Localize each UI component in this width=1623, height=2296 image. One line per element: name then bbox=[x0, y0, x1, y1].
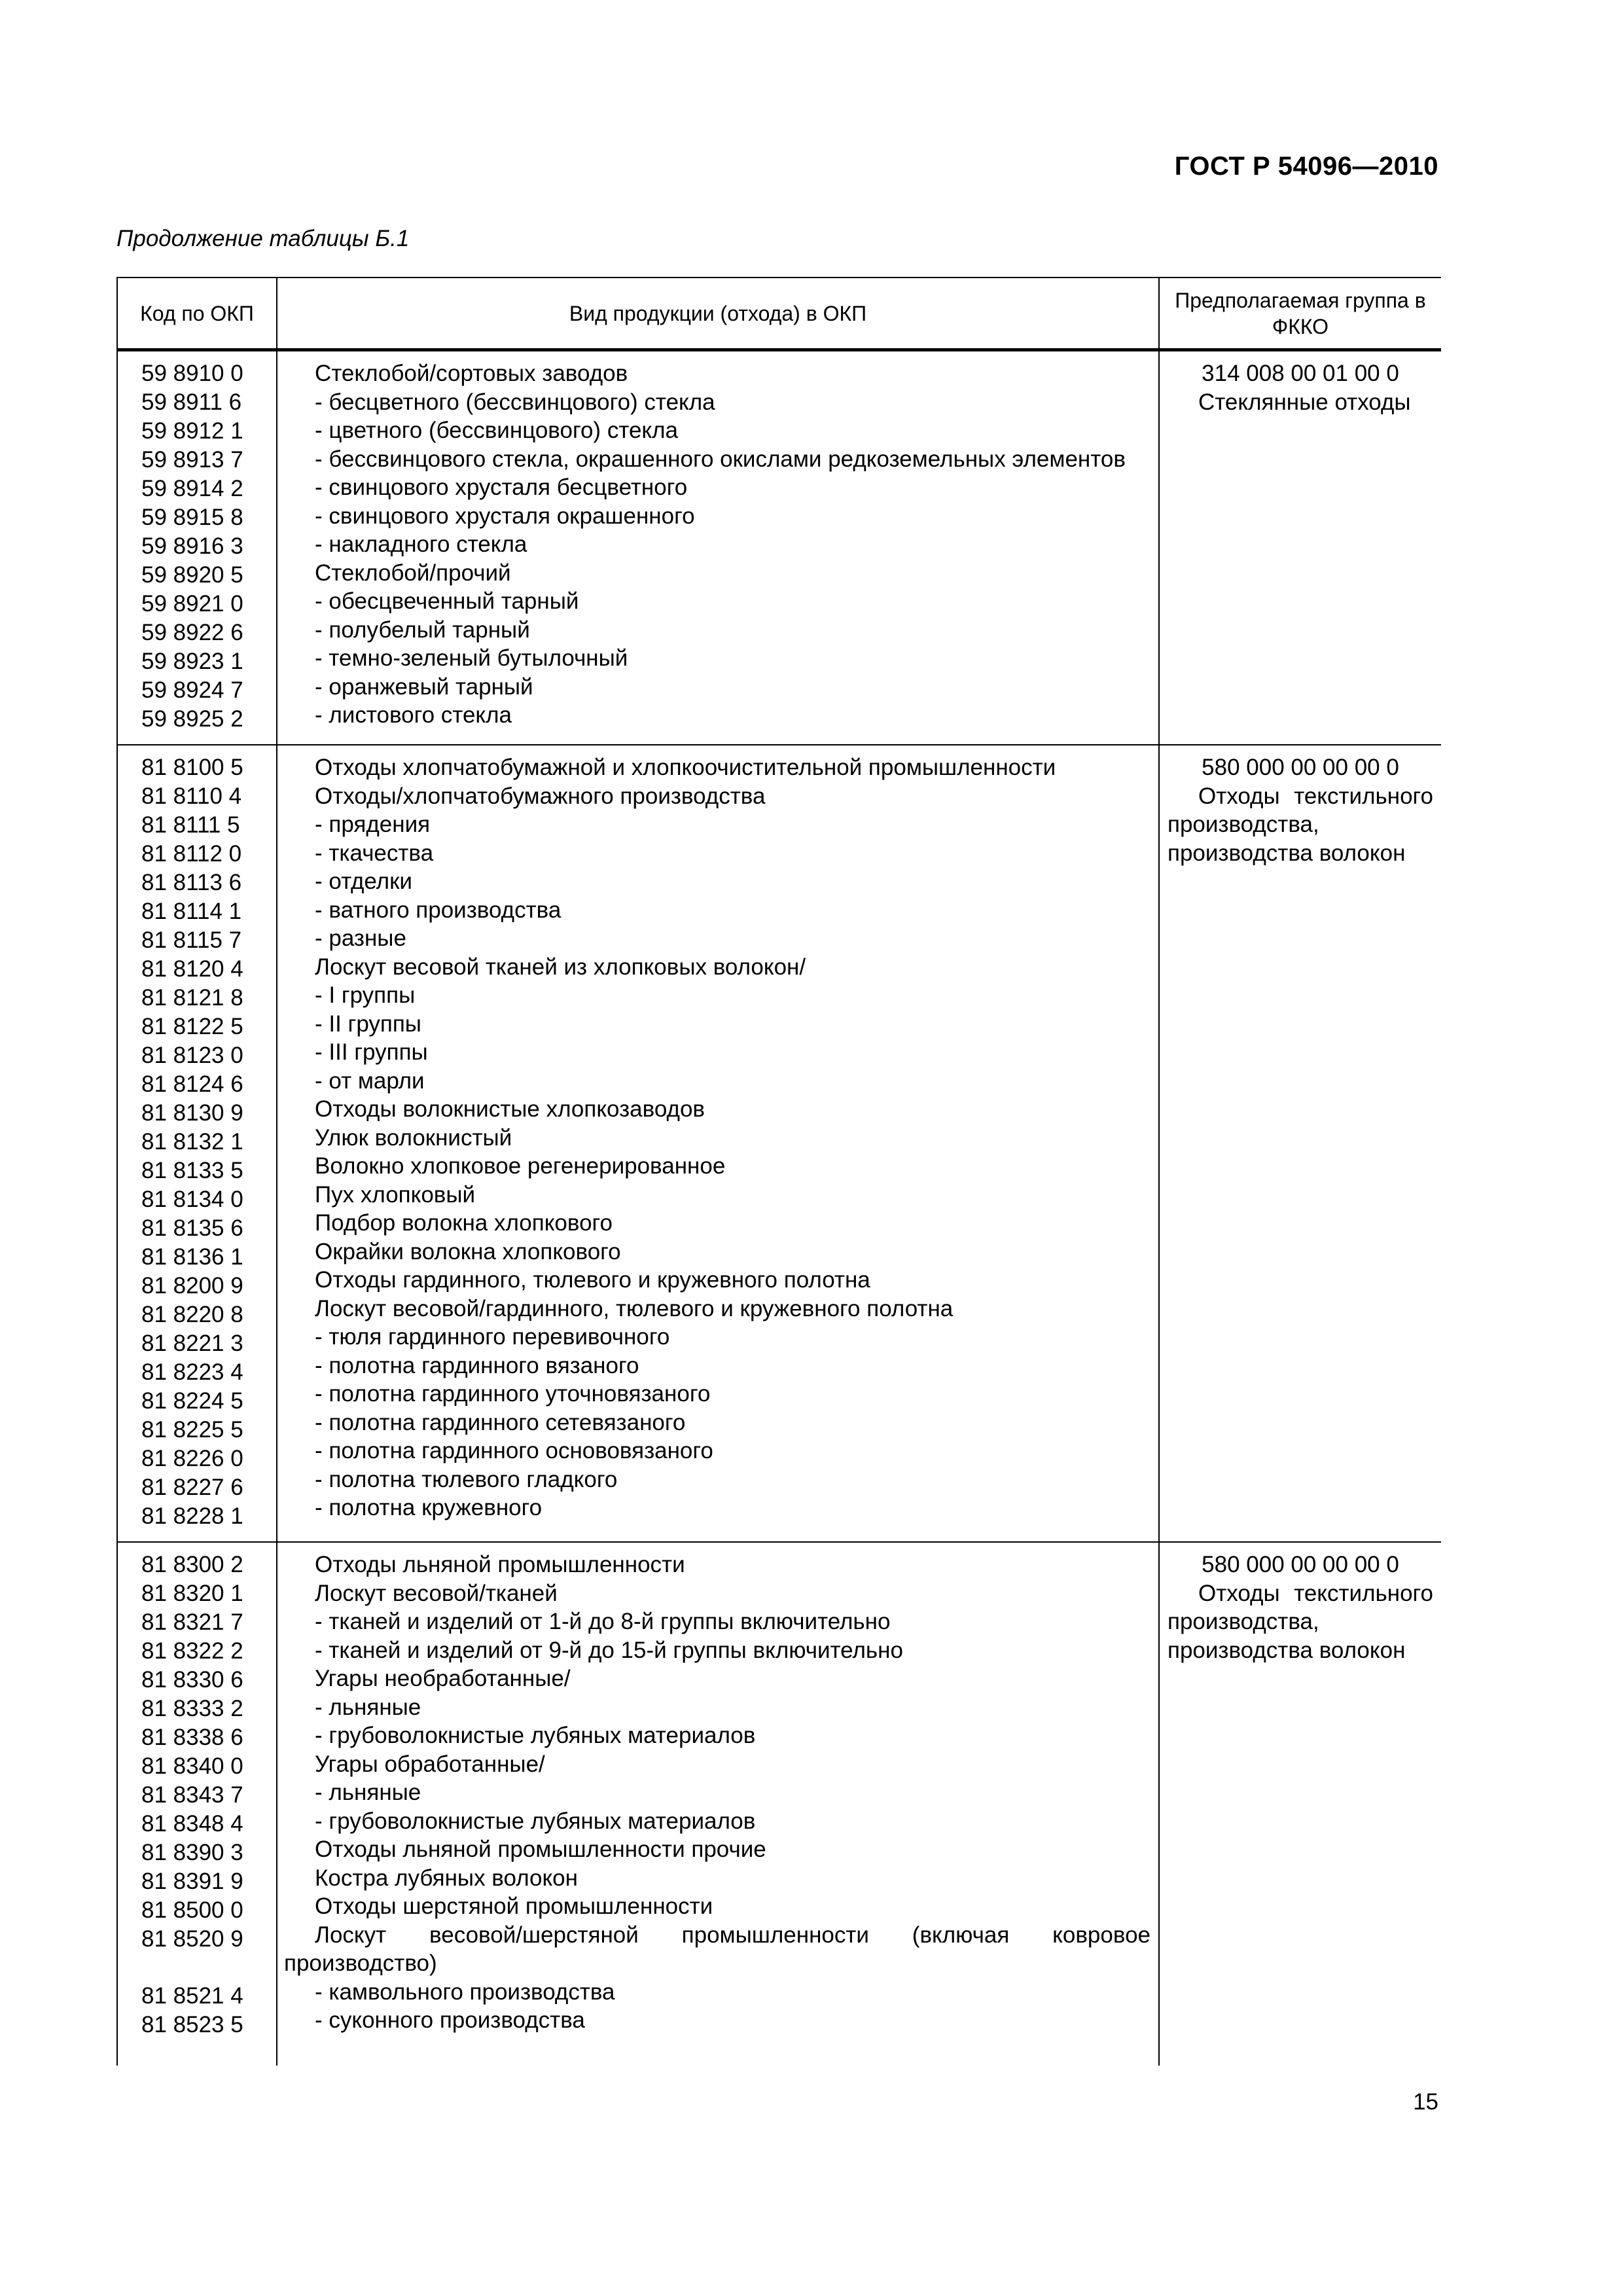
okp-code: 81 8112 0 bbox=[141, 841, 242, 867]
okp-code: 81 8348 4 bbox=[141, 1811, 243, 1837]
product-name: - II группы bbox=[315, 1011, 421, 1037]
product-name: - накладного стекла bbox=[315, 531, 527, 557]
product-name: Отходы льняной промышленности bbox=[315, 1552, 685, 1577]
okp-code: 81 8100 5 bbox=[141, 755, 243, 780]
product-name: Лоскут весовой/шерстяной промышленности (включая ковровое производство) bbox=[284, 1922, 1150, 1976]
table-frame bbox=[116, 277, 1441, 2072]
okp-code: 81 8321 7 bbox=[141, 1609, 243, 1635]
product-name: Окрайки волокна хлопкового bbox=[315, 1238, 621, 1265]
fkko-group-cell bbox=[1159, 745, 1441, 1542]
product-name: - обесцвеченный тарный bbox=[315, 588, 579, 614]
table-header-row bbox=[117, 278, 1441, 350]
product-name: - бессвинцового стекла, окрашенного окислами редкоземельных элементов bbox=[315, 446, 1126, 472]
okp-code: 81 8120 4 bbox=[141, 956, 243, 982]
product-name: Волокно хлопковое регенерированное bbox=[315, 1153, 726, 1179]
okp-code: 59 8923 1 bbox=[141, 649, 243, 674]
product-name: Пух хлопковый bbox=[315, 1181, 476, 1208]
okp-code: 81 8320 1 bbox=[141, 1581, 243, 1606]
product-name: - полотна гардинного уточновязаного bbox=[315, 1381, 711, 1407]
okp-code: 81 8200 9 bbox=[141, 1273, 243, 1299]
okp-table bbox=[116, 277, 1441, 2066]
product-name: - камвольного производства bbox=[315, 1979, 615, 2005]
product-name: - темно-зеленый бутылочный bbox=[315, 645, 628, 671]
product-name: - цветного (бессвинцового) стекла bbox=[315, 418, 679, 443]
column-header-code: Код по ОКП bbox=[117, 278, 277, 350]
product-name: - грубоволокнистые лубяных материалов bbox=[315, 1808, 756, 1834]
okp-code: 81 8330 6 bbox=[141, 1667, 243, 1693]
fkko-group-code: 580 000 00 00 00 0 bbox=[1202, 1552, 1399, 1577]
okp-code: 81 8122 5 bbox=[141, 1014, 243, 1039]
table-section-row bbox=[117, 745, 1441, 1542]
okp-code: 81 8338 6 bbox=[141, 1725, 243, 1750]
fkko-group-code: 314 008 00 01 00 0 bbox=[1202, 361, 1399, 386]
okp-code: 59 8920 5 bbox=[141, 562, 243, 588]
product-name: - оранжевый тарный bbox=[315, 673, 533, 700]
product-name: Угары необработанные/ bbox=[315, 1666, 571, 1691]
product-name: - полотна гардинного сетевязаного bbox=[315, 1409, 686, 1435]
okp-code: 59 8910 0 bbox=[141, 361, 243, 386]
product-name: - I группы bbox=[315, 982, 416, 1008]
okp-code: 81 8390 3 bbox=[141, 1840, 243, 1865]
okp-code: 81 8227 6 bbox=[141, 1475, 243, 1500]
product-name: - льняные bbox=[315, 1694, 421, 1720]
product-name: - тюля гардинного перевивочного bbox=[315, 1324, 670, 1350]
product-name: - грубоволокнистые лубяных материалов bbox=[315, 1723, 756, 1748]
okp-code-cell bbox=[117, 350, 277, 745]
table-section-row bbox=[117, 1542, 1441, 2066]
product-name: - отделки bbox=[315, 869, 412, 894]
product-name: - льняные bbox=[315, 1780, 421, 1805]
okp-code: 81 8136 1 bbox=[141, 1244, 243, 1270]
okp-code: 59 8921 0 bbox=[141, 591, 243, 617]
product-name: - суконного производства bbox=[315, 2007, 585, 2033]
product-name: Отходы/хлопчатобумажного производства bbox=[315, 783, 766, 809]
fkko-group-cell bbox=[1159, 350, 1441, 745]
okp-code: 81 8333 2 bbox=[141, 1696, 243, 1721]
okp-code: 81 8520 9 bbox=[141, 1926, 243, 1952]
okp-code: 81 8500 0 bbox=[141, 1897, 243, 1923]
fkko-group-code: 580 000 00 00 00 0 bbox=[1202, 755, 1399, 780]
okp-code: 81 8133 5 bbox=[141, 1158, 243, 1183]
product-name: Отходы гардинного, тюлевого и кружевного полотна bbox=[315, 1267, 870, 1293]
fkko-group-name: Отходы текстильного производства, производства волокон bbox=[1168, 783, 1433, 866]
okp-code: 81 8135 6 bbox=[141, 1215, 243, 1241]
okp-code-cell bbox=[117, 1542, 277, 2066]
product-name: Стеклобой/сортовых заводов bbox=[315, 361, 628, 386]
okp-code: 59 8924 7 bbox=[141, 677, 243, 703]
okp-code: 81 8226 0 bbox=[141, 1446, 243, 1471]
okp-code: 81 8115 7 bbox=[141, 927, 242, 953]
product-name: - прядения bbox=[315, 812, 431, 837]
okp-code: 81 8110 4 bbox=[141, 783, 242, 809]
okp-code: 81 8111 5 bbox=[141, 812, 240, 838]
product-name: - полотна кружевного bbox=[315, 1495, 543, 1520]
product-name: - тканей и изделий от 1-й до 8-й группы включительно bbox=[315, 1609, 891, 1634]
okp-code: 81 8322 2 bbox=[141, 1638, 243, 1664]
okp-code: 59 8916 3 bbox=[141, 533, 243, 559]
okp-code: 81 8300 2 bbox=[141, 1552, 243, 1577]
okp-code: 81 8132 1 bbox=[141, 1129, 243, 1155]
okp-code: 59 8914 2 bbox=[141, 476, 243, 501]
product-name: - полотна гардинного вязаного bbox=[315, 1352, 639, 1378]
product-name: - III группы bbox=[315, 1039, 428, 1065]
product-name: Отходы хлопчатобумажной и хлопкоочистительной промышленности bbox=[315, 755, 1056, 780]
fkko-group-cell bbox=[1159, 1542, 1441, 2066]
product-name: - листового стекла bbox=[315, 702, 512, 728]
okp-code: 81 8134 0 bbox=[141, 1187, 243, 1212]
product-name: - от марли bbox=[315, 1067, 425, 1094]
okp-code: 59 8911 6 bbox=[141, 389, 242, 415]
product-name: - ткачества bbox=[315, 840, 434, 866]
product-name: - полубелый тарный bbox=[315, 617, 530, 643]
product-name: - ватного производства bbox=[315, 897, 562, 923]
product-name: - свинцового хрусталя окрашенного bbox=[315, 503, 695, 529]
okp-code: 81 8224 5 bbox=[141, 1388, 243, 1414]
product-name: Лоскут весовой/гардинного, тюлевого и кружевного полотна bbox=[315, 1295, 954, 1321]
okp-code-cell bbox=[117, 745, 277, 1542]
product-name: Костра лубяных волокон bbox=[315, 1865, 578, 1891]
okp-code: 81 8343 7 bbox=[141, 1782, 243, 1808]
okp-code: 59 8915 8 bbox=[141, 505, 243, 530]
okp-code: 81 8523 5 bbox=[141, 2012, 243, 2037]
okp-code: 59 8912 1 bbox=[141, 418, 243, 444]
okp-code: 81 8340 0 bbox=[141, 1753, 243, 1779]
product-name: Подбор волокна хлопкового bbox=[315, 1210, 613, 1236]
product-name: Стеклобой/прочий bbox=[315, 560, 511, 586]
table-caption: Продолжение таблицы Б.1 bbox=[116, 226, 410, 251]
okp-code: 81 8521 4 bbox=[141, 1983, 243, 2009]
product-name: Угары обработанные/ bbox=[315, 1751, 545, 1777]
column-header-group: Предполагаемая группа в ФККО bbox=[1159, 278, 1441, 350]
product-name: Лоскут весовой тканей из хлопковых волокон/ bbox=[315, 954, 806, 980]
okp-code: 81 8225 5 bbox=[141, 1417, 243, 1443]
product-name: - полотна гардинного основовязаного bbox=[315, 1438, 713, 1463]
product-name-cell bbox=[277, 350, 1159, 745]
column-header-name: Вид продукции (отхода) в ОКП bbox=[277, 278, 1159, 350]
okp-code: 59 8913 7 bbox=[141, 447, 243, 473]
product-name: - свинцового хрусталя бесцветного bbox=[315, 475, 688, 500]
product-name-cell bbox=[277, 1542, 1159, 2066]
table-body bbox=[117, 350, 1441, 2066]
okp-code: 81 8121 8 bbox=[141, 985, 243, 1011]
okp-code: 81 8114 1 bbox=[141, 899, 242, 924]
product-name: - бесцветного (бессвинцового) стекла bbox=[315, 389, 715, 415]
okp-code: 81 8391 9 bbox=[141, 1869, 243, 1894]
product-name: Отходы льняной промышленности прочие bbox=[315, 1837, 766, 1862]
okp-code: 81 8221 3 bbox=[141, 1331, 243, 1356]
product-name: Отходы шерстяной промышленности bbox=[315, 1893, 713, 1919]
okp-code: 81 8123 0 bbox=[141, 1043, 243, 1068]
okp-code: 81 8228 1 bbox=[141, 1503, 243, 1529]
okp-code: 59 8925 2 bbox=[141, 706, 243, 732]
fkko-group-name: Отходы текстильного производства, производства волокон bbox=[1168, 1580, 1433, 1663]
fkko-group-name: Стеклянные отходы bbox=[1198, 389, 1411, 415]
product-name: Лоскут весовой/тканей bbox=[315, 1580, 558, 1606]
okp-code: 81 8130 9 bbox=[141, 1100, 243, 1126]
okp-code: 81 8220 8 bbox=[141, 1302, 243, 1327]
product-name: - полотна тюлевого гладкого bbox=[315, 1466, 618, 1492]
okp-code: 81 8113 6 bbox=[141, 870, 242, 895]
product-name-cell bbox=[277, 745, 1159, 1542]
page-number: 15 bbox=[1413, 2089, 1438, 2115]
product-name: Улюк волокнистый bbox=[315, 1124, 512, 1151]
okp-code: 59 8922 6 bbox=[141, 620, 243, 645]
okp-code: 81 8223 4 bbox=[141, 1359, 243, 1385]
product-name: - разные bbox=[315, 925, 406, 951]
product-name: Отходы волокнистые хлопкозаводов bbox=[315, 1096, 705, 1122]
table-section-row bbox=[117, 350, 1441, 745]
okp-code: 81 8124 6 bbox=[141, 1071, 243, 1097]
document-code: ГОСТ Р 54096—2010 bbox=[1174, 152, 1438, 181]
product-name: - тканей и изделий от 9-й до 15-й группы включительно bbox=[315, 1637, 903, 1663]
